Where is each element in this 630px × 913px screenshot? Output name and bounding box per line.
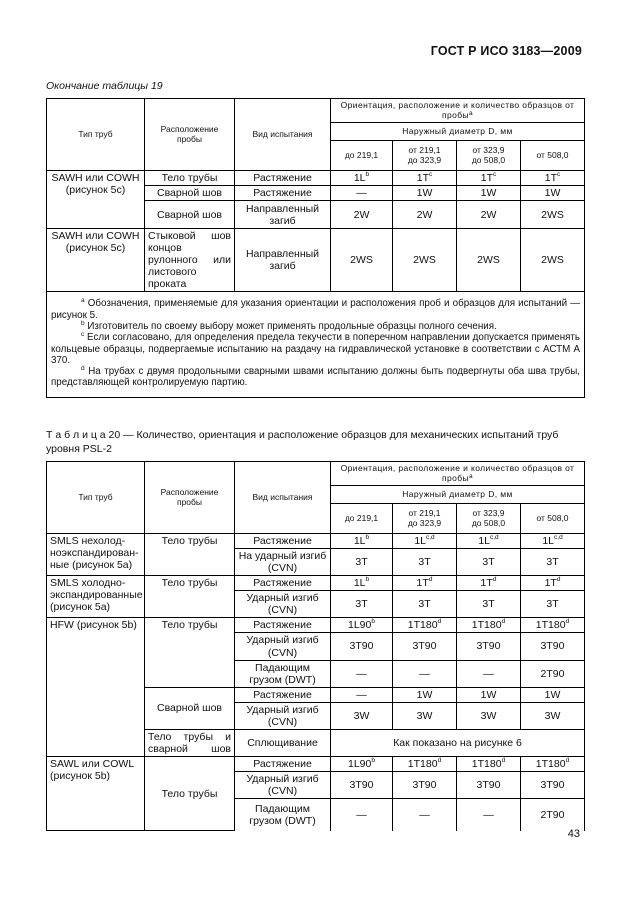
location-cell: Тело трубы и сварной шов	[145, 729, 235, 756]
location-cell: Тело трубы	[145, 171, 235, 186]
col-header-d3: от 323,9 до 508,0	[457, 504, 521, 534]
table-row	[47, 757, 585, 772]
standard-header: ГОСТ Р ИСО 3183—2009	[430, 44, 582, 58]
value-cell: 2WS	[521, 229, 585, 292]
test-cell: Ударный изгиб (CVN)	[235, 633, 331, 660]
col-header-d4: от 508,0	[521, 141, 585, 171]
page-number: 43	[567, 828, 580, 840]
value-cell: —	[331, 186, 393, 201]
table-row	[47, 618, 585, 633]
value-cell: $1T^d$	[457, 576, 521, 591]
value-cell: $1T^c$	[393, 171, 457, 186]
value-cell: 3T90	[393, 633, 457, 660]
table20-caption: Т а б л и ц а 20 — Количество, ориентация и расположение образцов для механических испытаний труб уровня PSL-2	[46, 429, 559, 455]
value-cell: $1L^b$	[331, 576, 393, 591]
test-cell: Растяжение	[235, 687, 331, 702]
location-cell: Тело трубы	[145, 618, 235, 687]
table-20	[46, 461, 585, 831]
col-header-test-type: Вид испытания	[235, 99, 331, 171]
pipe-type-cell: HFW (рисунок 5b)	[47, 618, 145, 757]
note-c: $^c$ Если согласовано, для определения предела текучести в поперечном направлении допускается применять кольцевые образцы, подвергаемые испытанию на раздачу на гидравлической установке в соответствии с АСТМ А 370.	[51, 331, 581, 366]
value-cell: 2WS	[521, 201, 585, 229]
value-cell: 1T180$^d$	[393, 618, 457, 633]
value-cell: 2T90	[521, 660, 585, 687]
value-cell: 3T90	[393, 772, 457, 799]
note-d: $^d$ На трубах с двумя продольными сварными швами испытанию должны быть подвергнуты оба шва трубы, представляющей контролируемую партию.	[51, 365, 580, 389]
value-cell: 1W	[457, 186, 521, 201]
value-cell: $1T^d$	[521, 576, 585, 591]
value-cell: $1T^c$	[457, 171, 521, 186]
test-cell: Ударный изгиб (CVN)	[235, 591, 331, 618]
col-header-diameter: Наружный диаметр D, мм	[331, 123, 585, 141]
test-cell: Направленный загиб	[235, 201, 331, 229]
table-row	[47, 229, 585, 292]
location-cell: Сварной шов	[145, 201, 235, 229]
test-cell: Растяжение	[235, 757, 331, 772]
value-cell: 3T	[393, 591, 457, 618]
value-cell: 1T180$^d$	[457, 757, 521, 772]
value-cell: —	[331, 687, 393, 702]
value-cell: 3T90	[457, 633, 521, 660]
value-cell: —	[331, 660, 393, 687]
value-cell: $1L^{c,d}$	[393, 534, 457, 549]
value-cell: 2WS	[457, 229, 521, 292]
test-cell: Ударный изгиб (CVN)	[235, 702, 331, 729]
col-header-d2: от 219,1 до 323,9	[393, 504, 457, 534]
value-cell: $1L^b$	[331, 534, 393, 549]
test-cell: Сплющивание	[235, 729, 331, 756]
value-cell: 1L90$^b$	[331, 757, 393, 772]
value-cell: 1W	[457, 687, 521, 702]
col-header-pipe-type: Тип труб	[47, 99, 145, 171]
table-row	[47, 534, 585, 549]
pipe-type-cell: SAWL или COWL (рисунок 5b)	[47, 757, 145, 831]
value-cell: 3T	[457, 591, 521, 618]
test-cell: Растяжение	[235, 618, 331, 633]
value-cell: 2W	[457, 201, 521, 229]
value-cell: 3T90	[457, 772, 521, 799]
table19-caption: Окончание таблицы 19	[46, 80, 163, 92]
value-cell: 1W	[521, 687, 585, 702]
test-cell: Растяжение	[235, 186, 331, 201]
value-cell: —	[393, 799, 457, 831]
col-header-location: Расположение пробы	[145, 99, 235, 171]
location-cell: Стыковой шов концов рулонного или листового проката	[145, 229, 235, 292]
test-cell: Падающим грузом (DWT)	[235, 799, 331, 831]
value-cell: —	[457, 660, 521, 687]
test-cell: Ударный изгиб (CVN)	[235, 772, 331, 799]
value-cell: 3T	[457, 549, 521, 576]
test-cell: Растяжение	[235, 171, 331, 186]
value-cell: $1T^c$	[521, 171, 585, 186]
value-cell: 1W	[393, 687, 457, 702]
value-cell-span: Как показано на рисунке 6	[331, 729, 585, 756]
col-header-diameter: Наружный диаметр D, мм	[331, 486, 585, 504]
table-19	[46, 98, 585, 398]
value-cell: 2W	[393, 201, 457, 229]
test-cell: Растяжение	[235, 534, 331, 549]
value-cell: —	[331, 799, 393, 831]
value-cell: —	[393, 660, 457, 687]
value-cell: 3W	[331, 702, 393, 729]
pipe-type-cell: SMLS нехолод-ноэкспандирован-ные (рисунок 5а)	[47, 534, 145, 576]
note-a: $^a$ Обозначения, применяемые для указания ориентации и расположения проб и образцов для испытаний — рисунок 5.	[51, 297, 581, 321]
value-cell: 3T	[393, 549, 457, 576]
value-cell: 1T180$^d$	[521, 757, 585, 772]
col-header-d1: до 219,1	[331, 504, 393, 534]
note-b: $^b$ Изготовитель по своему выбору может применять продольные образцы полного сечения.	[81, 319, 497, 332]
col-header-test-type: Вид испытания	[235, 462, 331, 534]
value-cell: $1L^{c,d}$	[521, 534, 585, 549]
value-cell: 1T180$^d$	[393, 757, 457, 772]
value-cell: 3W	[521, 702, 585, 729]
value-cell: $1T^d$	[393, 576, 457, 591]
col-header-d3: от 323,9 до 508,0	[457, 141, 521, 171]
value-cell: 2WS	[331, 229, 393, 292]
value-cell: 3W	[457, 702, 521, 729]
value-cell: 2WS	[393, 229, 457, 292]
value-cell: $1L^b$	[331, 171, 393, 186]
value-cell: 3T	[521, 549, 585, 576]
value-cell: $1L^{c,d}$	[457, 534, 521, 549]
col-header-d2: от 219,1 до 323,9	[393, 141, 457, 171]
value-cell: 2T90	[521, 799, 585, 831]
value-cell: 3T	[331, 549, 393, 576]
value-cell: 1W	[521, 186, 585, 201]
value-cell: 1L90$^b$	[331, 618, 393, 633]
pipe-type-cell: SAWH или COWH (рисунок 5с)	[47, 171, 145, 229]
value-cell: 1T180$^d$	[457, 618, 521, 633]
value-cell: 3T90	[521, 633, 585, 660]
col-header-pipe-type: Тип труб	[47, 462, 145, 534]
value-cell: 1T180$^d$	[521, 618, 585, 633]
col-header-d4: от 508,0	[521, 504, 585, 534]
value-cell: 1W	[393, 186, 457, 201]
value-cell: 3T90	[331, 772, 393, 799]
test-cell: Направленный загиб	[235, 229, 331, 292]
table19-notes	[47, 292, 585, 397]
value-cell: 3T90	[331, 633, 393, 660]
location-cell: Сварной шов	[145, 186, 235, 201]
value-cell: 3W	[393, 702, 457, 729]
test-cell: На ударный изгиб (CVN)	[235, 549, 331, 576]
test-cell: Растяжение	[235, 576, 331, 591]
value-cell: 3T90	[521, 772, 585, 799]
location-cell: Тело трубы	[145, 576, 235, 618]
col-header-orientation: Ориентация, расположение и количество образцов от пробы$^a$	[331, 462, 585, 486]
location-cell: Сварной шов	[145, 687, 235, 729]
location-cell: Тело трубы	[145, 757, 235, 831]
col-header-location: Расположение пробы	[145, 462, 235, 534]
value-cell: 2W	[331, 201, 393, 229]
col-header-d1: до 219,1	[331, 141, 393, 171]
value-cell: 3T	[331, 591, 393, 618]
col-header-orientation: Ориентация, расположение и количество образцов от пробы$^a$	[331, 99, 585, 123]
pipe-type-cell: SMLS холодно-экспандированные (рисунок 5а)	[47, 576, 145, 618]
value-cell: —	[457, 799, 521, 831]
table-row	[47, 576, 585, 591]
value-cell: 3T	[521, 591, 585, 618]
pipe-type-cell: SAWH или COWH (рисунок 5с)	[47, 229, 145, 292]
test-cell: Падающим грузом (DWT)	[235, 660, 331, 687]
table-row	[47, 171, 585, 186]
location-cell: Тело трубы	[145, 534, 235, 576]
